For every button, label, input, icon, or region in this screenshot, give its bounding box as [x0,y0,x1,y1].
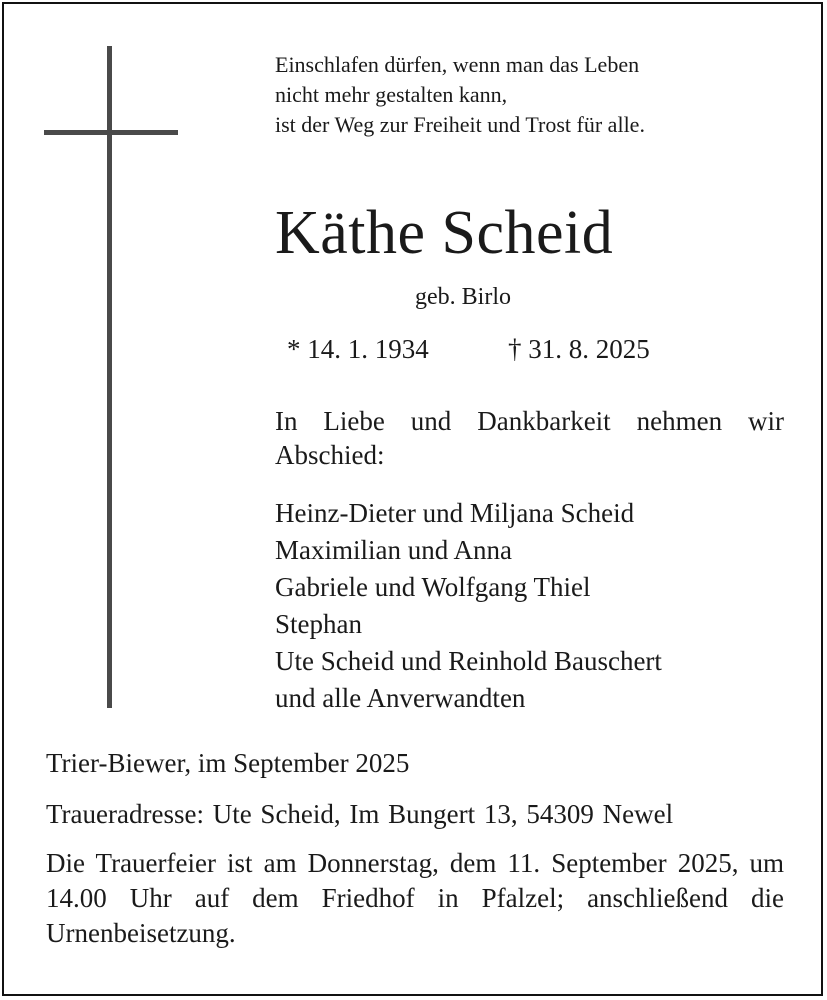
cross-icon [107,46,112,708]
motto-line-1: Einschlafen dürfen, wenn man das Leben [275,52,640,77]
mourner-item: Maximilian und Anna [275,535,512,565]
place-date: Trier-Biewer, im September 2025 [46,748,410,778]
mourner-item: und alle Anverwandten [275,683,526,713]
maiden-name: geb. Birlo [415,284,511,310]
mourner-item: Heinz-Dieter und Miljana Scheid [275,498,635,528]
farewell-text: In Liebe und Dankbarkeit nehmen wir Abschied: [275,406,784,470]
mourner-item: Gabriele und Wolfgang Thiel [275,572,591,602]
motto [275,50,645,140]
motto-line-3: ist der Weg zur Freiheit und Trost für alle. [275,112,645,137]
motto-line-2: nicht mehr gestalten kann, [275,82,508,107]
mourner-item: Ute Scheid und Reinhold Bauschert [275,646,662,676]
mourner-item: Stephan [275,609,362,639]
cross-icon-bar [44,130,178,135]
deceased-name: Käthe Scheid [275,199,614,267]
mourners-list [275,495,662,717]
birth-date: * 14. 1. 1934 [287,334,429,364]
mourning-address: Traueradresse: Ute Scheid, Im Bungert 13, 54309 Newel [46,799,674,829]
ceremony-details: Die Trauerfeier ist am Donnerstag, dem 11. September 2025, um 14.00 Uhr auf dem Friedhof in Pfalzel; anschließend die Urnenbeisetzung. [46,848,784,948]
death-date: † 31. 8. 2025 [508,334,650,364]
life-dates [287,332,650,366]
